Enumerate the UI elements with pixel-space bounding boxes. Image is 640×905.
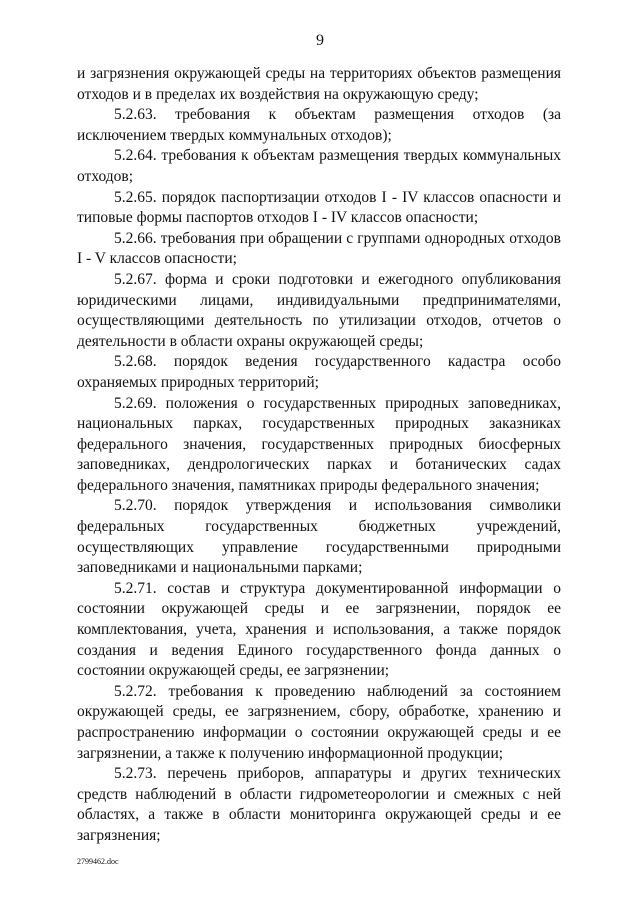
paragraph-5-2-69: 5.2.69. положения о государственных природных заповедниках, национальных парках, государственных природных заказниках федерального значения, государственных природных биосферных заповедниках, дендрологических парках и ботанических садах федерального значения, памятниках природы федерального значения; — [77, 394, 561, 494]
paragraph-5-2-65: 5.2.65. порядок паспортизации отходов I - IV классов опасности и типовые формы паспортов отходов I - IV классов опасности; — [77, 188, 561, 227]
paragraph-5-2-71: 5.2.71. состав и структура документированной информации о состоянии окружающей среды и ее загрязнении, порядок ее комплектования, учета, хранения и использования, а также порядок создания и ведения Единого государственного фонда данных о состоянии окружающей среды, ее загрязнении; — [77, 579, 561, 680]
page-number: 9 — [316, 32, 324, 49]
paragraph-5-2-72: 5.2.72. требования к проведению наблюдений за состоянием окружающей среды, ее загрязнением, сбору, обработке, хранению и распространению информации о состоянии окружающей среды и ее загрязнении, а также к получению информационной продукции; — [77, 682, 561, 762]
paragraph-5-2-70: 5.2.70. порядок утверждения и использования символики федеральных государственных бюджетных учреждений, осуществляющих управление государственными природными заповедниками и национальными парками; — [77, 497, 561, 577]
paragraph-5-2-64: 5.2.64. требования к объектам размещения твердых коммунальных отходов; — [77, 147, 561, 185]
paragraph-continuation: и загрязнения окружающей среды на территориях объектов размещения отходов и в пределах их воздействия на окружающую среду; — [77, 65, 561, 103]
paragraph-5-2-73: 5.2.73. перечень приборов, аппаратуры и других технических средств наблюдений в области гидрометеорологии и смежных с ней областях, а также в области мониторинга окружающей среды и ее загрязнения; — [77, 765, 561, 844]
paragraph-5-2-66: 5.2.66. требования при обращении с группами однородных отходов I - V классов опасности; — [77, 229, 561, 268]
paragraph-5-2-68: 5.2.68. порядок ведения государственного кадастра особо охраняемых природных территорий; — [77, 353, 561, 391]
paragraph-5-2-67: 5.2.67. форма и сроки подготовки и ежегодного опубликования юридическими лицами, индивидуальными предпринимателями, осуществляющими деятельность по утилизации отходов, отчетов о деятельности в области охраны окружающей среды; — [77, 270, 561, 350]
document-body — [77, 64, 561, 847]
document-file-code: 2799462.doc — [77, 857, 119, 866]
paragraph-5-2-63: 5.2.63. требования к объектам размещения отходов (за исключением твердых коммунальных отходов); — [77, 106, 561, 144]
